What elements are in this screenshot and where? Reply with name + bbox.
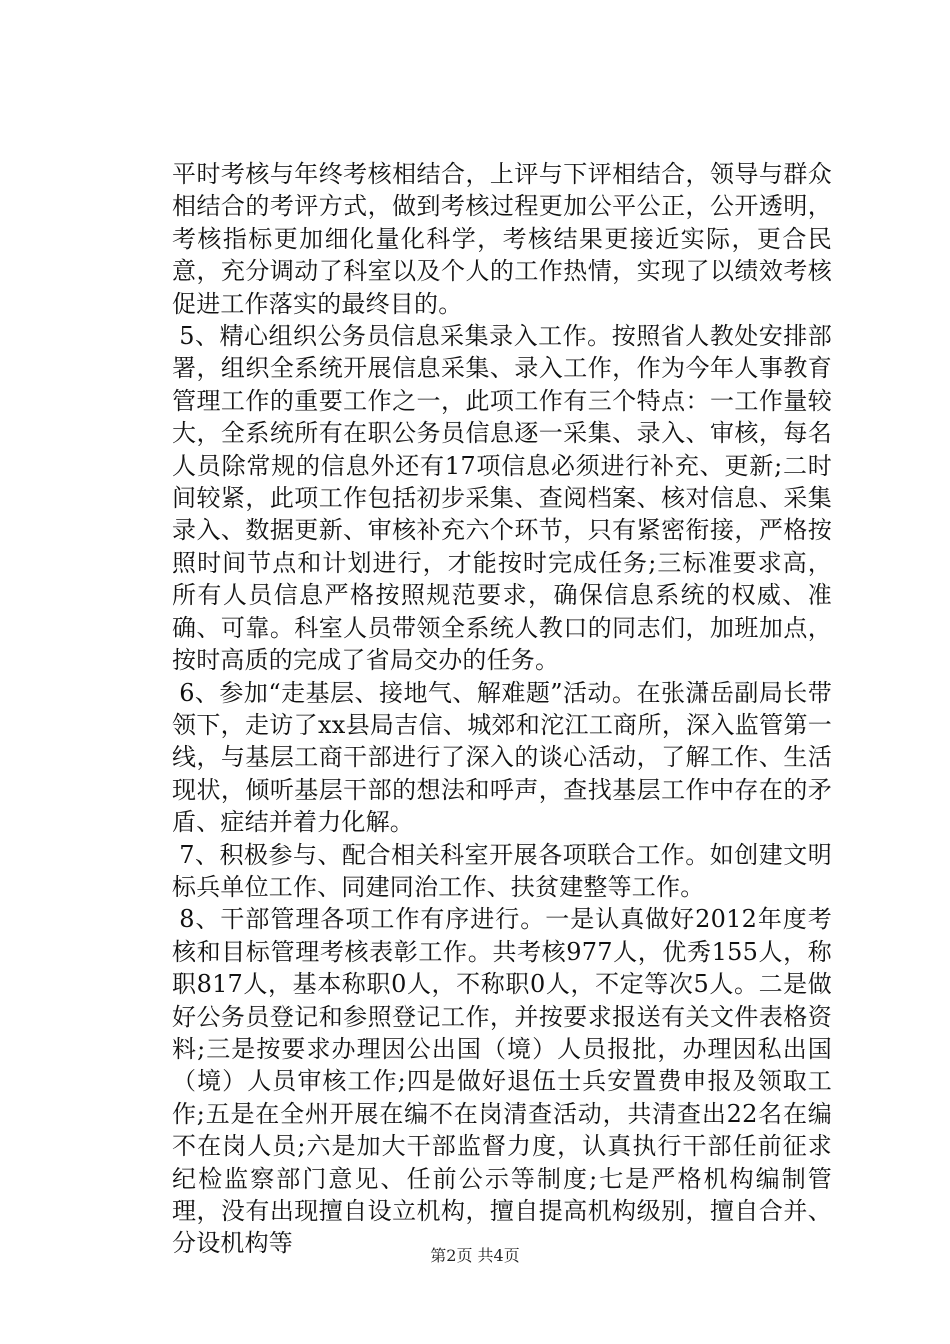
paragraph-5: 8、干部管理各项工作有序进行。一是认真做好2012年度考核和目标管理考核表彰工作。共考核977人，优秀155人，称职817人，基本称职0人，不称职0人，不定等次5人。二是做好公务员登记和参照登记工作，并按要求报送有关文件表格资料;三是按要求办理因公出国（境）人员报批，办理因私出国（境）人员审核工作;四是做好退伍士兵安置费申报及领取工作;五是在全州开展在编不在岗清查活动，共清查出22名在编不在岗人员;六是加大干部监督力度，认真执行干部任前征求纪检监察部门意见、任前公示等制度;七是严格机构编制管理，没有出现擅自设立机构，擅自提高机构级别，擅自合并、分设机构等 — [172, 905, 832, 1258]
paragraph-2: 5、精心组织公务员信息采集录入工作。按照省人教处安排部署，组织全系统开展信息采集、录入工作，作为今年人事教育管理工作的重要工作之一，此项工作有三个特点：一工作量较大，全系统所有在职公务员信息逐一采集、录入、审核，每名人员除常规的信息外还有17项信息必须进行补充、更新;二时间较紧，此项工作包括初步采集、查阅档案、核对信息、采集录入、数据更新、审核补充六个环节，只有紧密衔接，严格按照时间节点和计划进行，才能按时完成任务;三标准要求高，所有人员信息严格按照规范要求，确保信息系统的权威、准确、可靠。科室人员带领全系统人教口的同志们，加班加点，按时高质的完成了省局交办的任务。 — [172, 322, 832, 675]
page-number-footer: 第2页 共4页 — [430, 1246, 520, 1265]
paragraph-3: 6、参加“走基层、接地气、解难题”活动。在张潇岳副局长带领下，走访了xx县局吉信、城郊和沱江工商所，深入监管第一线，与基层工商干部进行了深入的谈心活动，了解工作、生活现状，倾听基层干部的想法和呼声，查找基层工作中存在的矛盾、症结并着力化解。 — [172, 678, 832, 837]
paragraph-1: 平时考核与年终考核相结合，上评与下评相结合，领导与群众相结合的考评方式，做到考核过程更加公平公正，公开透明，考核指标更加细化量化科学，考核结果更接近实际，更合民意，充分调动了科室以及个人的工作热情，实现了以绩效考核促进工作落实的最终目的。 — [172, 160, 832, 318]
paragraph-4: 7、积极参与、配合相关科室开展各项联合工作。如创建文明标兵单位工作、同建同治工作、扶贫建整等工作。 — [172, 840, 832, 901]
document-body — [172, 158, 832, 1260]
